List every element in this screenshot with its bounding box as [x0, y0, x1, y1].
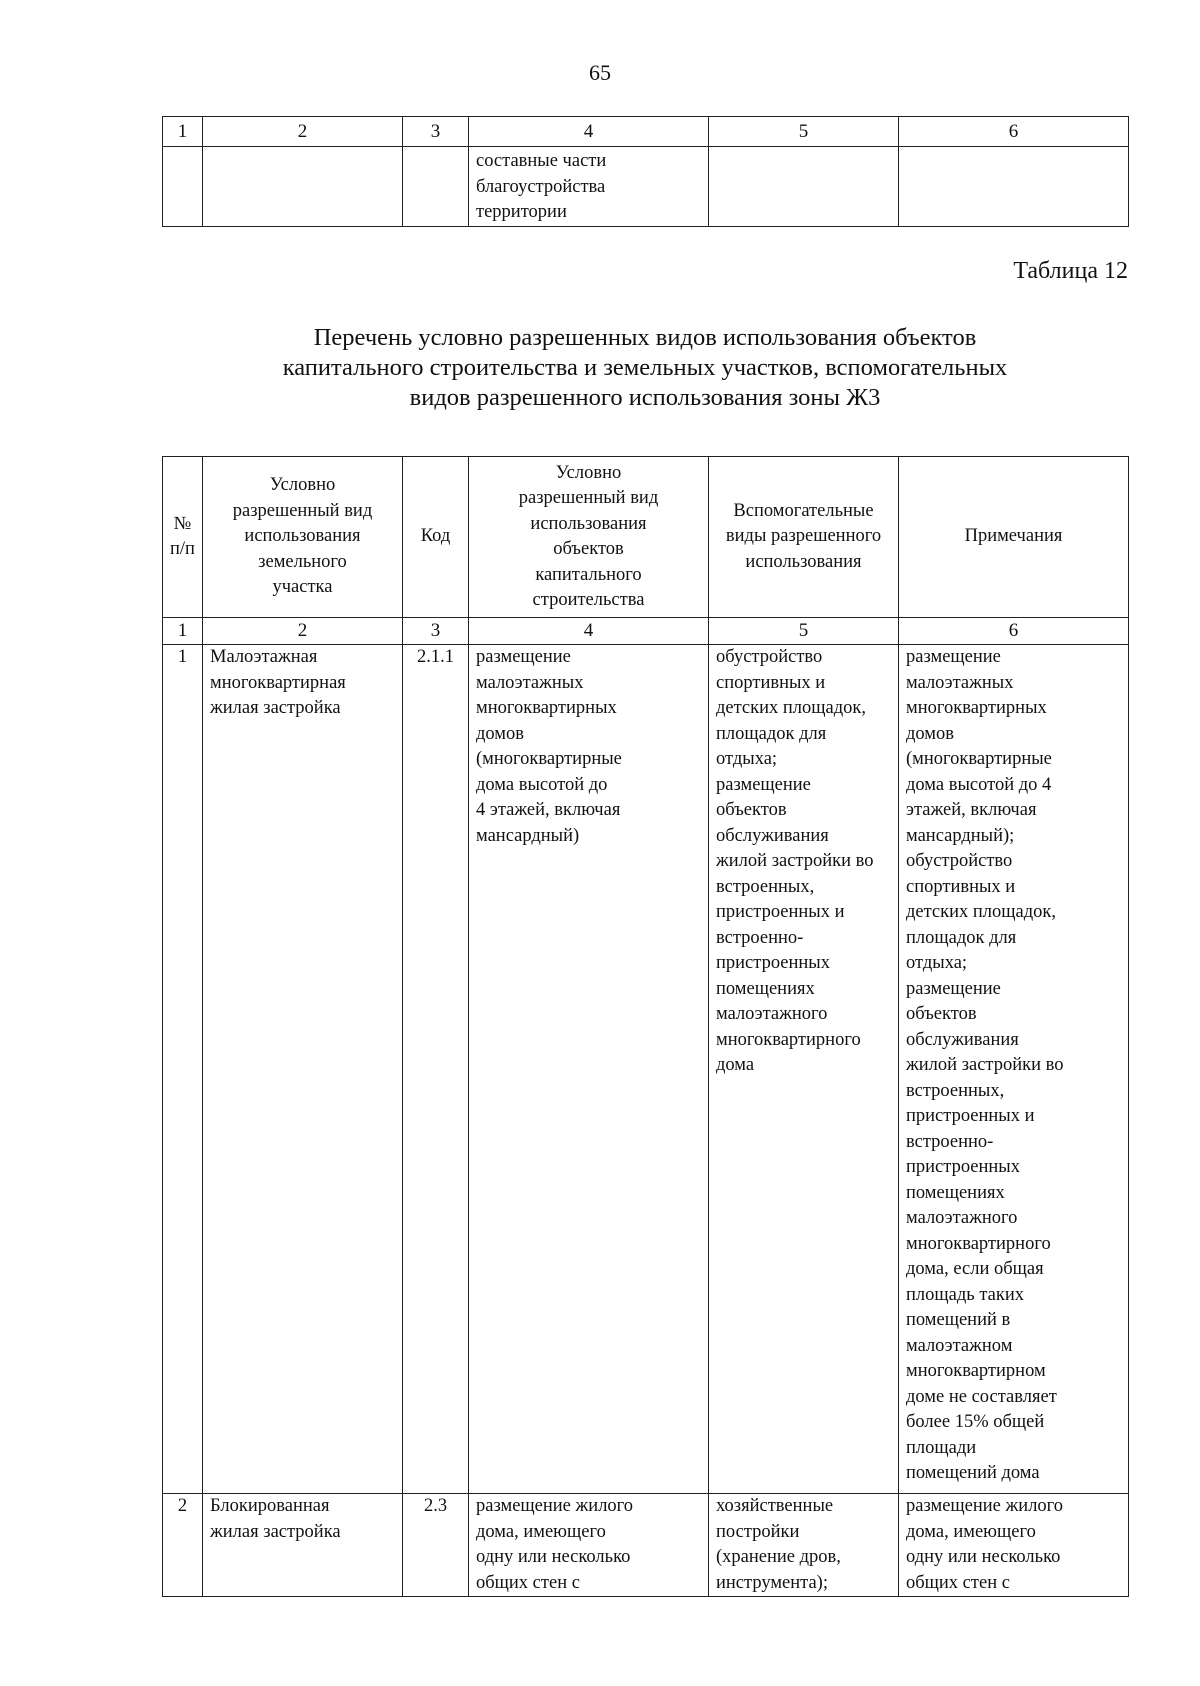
cell-auxiliary — [709, 147, 899, 227]
header-capital-use: Условно разрешенный вид использования объектов капитального строительства — [469, 457, 709, 618]
header-auxiliary: Вспомогательные виды разрешенного использования — [709, 457, 899, 618]
cell-num — [163, 147, 203, 227]
cell-notes: размещение малоэтажных многоквартирных домов (многоквартирные дома высотой до 4 этажей, включая мансардный); обустройство спортивных и детских площадок, площадок для отдыха; размещение объектов обслуживания жилой застройки во встроенных, пристроенных и встроенно- пристроенных помещениях малоэтажного многоквартирного дома, если общая площадь таких помещений в малоэтажном многоквартирном доме не составляет более 15% общей площади помещений дома — [899, 645, 1129, 1494]
continued-table-row — [163, 147, 1129, 227]
continued-table-number-row — [163, 117, 1129, 147]
header-code: Код — [403, 457, 469, 618]
cell-land-use — [203, 147, 403, 227]
header-num: № п/п — [163, 457, 203, 618]
continued-text: составные части благоустройства территории — [476, 151, 607, 222]
column-number: 1 — [163, 117, 203, 147]
continued-table — [162, 116, 1129, 227]
cell-capital-use — [469, 147, 709, 227]
cell-notes — [899, 147, 1129, 227]
table-title-line: видов разрешенного использования зоны Ж3 — [409, 384, 881, 411]
cell-capital-use: размещение малоэтажных многоквартирных домов (многоквартирные дома высотой до 4 этажей, включая мансардный) — [469, 645, 709, 1494]
header-land-use: Условно разрешенный вид использования земельного участка — [203, 457, 403, 618]
main-table — [162, 456, 1129, 1597]
header-notes: Примечания — [899, 457, 1129, 618]
column-number: 5 — [709, 117, 899, 147]
table-row — [163, 1494, 1129, 1597]
cell-land-use: Малоэтажная многоквартирная жилая застройка — [203, 645, 403, 1494]
table-row — [163, 645, 1129, 1494]
cell-code: 2.3 — [403, 1494, 469, 1597]
cell-num: 2 — [163, 1494, 203, 1597]
column-number: 6 — [899, 618, 1129, 645]
column-number: 4 — [469, 618, 709, 645]
main-table-header-row — [163, 457, 1129, 618]
cell-num: 1 — [163, 645, 203, 1494]
cell-auxiliary: обустройство спортивных и детских площадок, площадок для отдыха; размещение объектов обслуживания жилой застройки во встроенных, пристроенных и встроенно- пристроенных помещениях малоэтажного многоквартирного дома — [709, 645, 899, 1494]
column-number: 6 — [899, 117, 1129, 147]
column-number: 3 — [403, 117, 469, 147]
table-title-line: капитального строительства и земельных участков, вспомогательных — [282, 354, 1008, 381]
column-number: 2 — [203, 117, 403, 147]
table-title — [150, 323, 1140, 413]
cell-capital-use: размещение жилого дома, имеющего одну или несколько общих стен с — [469, 1494, 709, 1597]
cell-auxiliary: хозяйственные постройки (хранение дров, инструмента); — [709, 1494, 899, 1597]
cell-code: 2.1.1 — [403, 645, 469, 1494]
table-title-line: Перечень условно разрешенных видов использования объектов — [313, 324, 977, 351]
column-number: 1 — [163, 618, 203, 645]
main-table-number-row — [163, 618, 1129, 645]
table-caption: Таблица 12 — [1013, 258, 1128, 284]
page-number: 65 — [589, 60, 611, 85]
column-number: 5 — [709, 618, 899, 645]
column-number: 3 — [403, 618, 469, 645]
cell-notes: размещение жилого дома, имеющего одну или несколько общих стен с — [899, 1494, 1129, 1597]
column-number: 4 — [469, 117, 709, 147]
cell-land-use: Блокированная жилая застройка — [203, 1494, 403, 1597]
cell-code — [403, 147, 469, 227]
column-number: 2 — [203, 618, 403, 645]
